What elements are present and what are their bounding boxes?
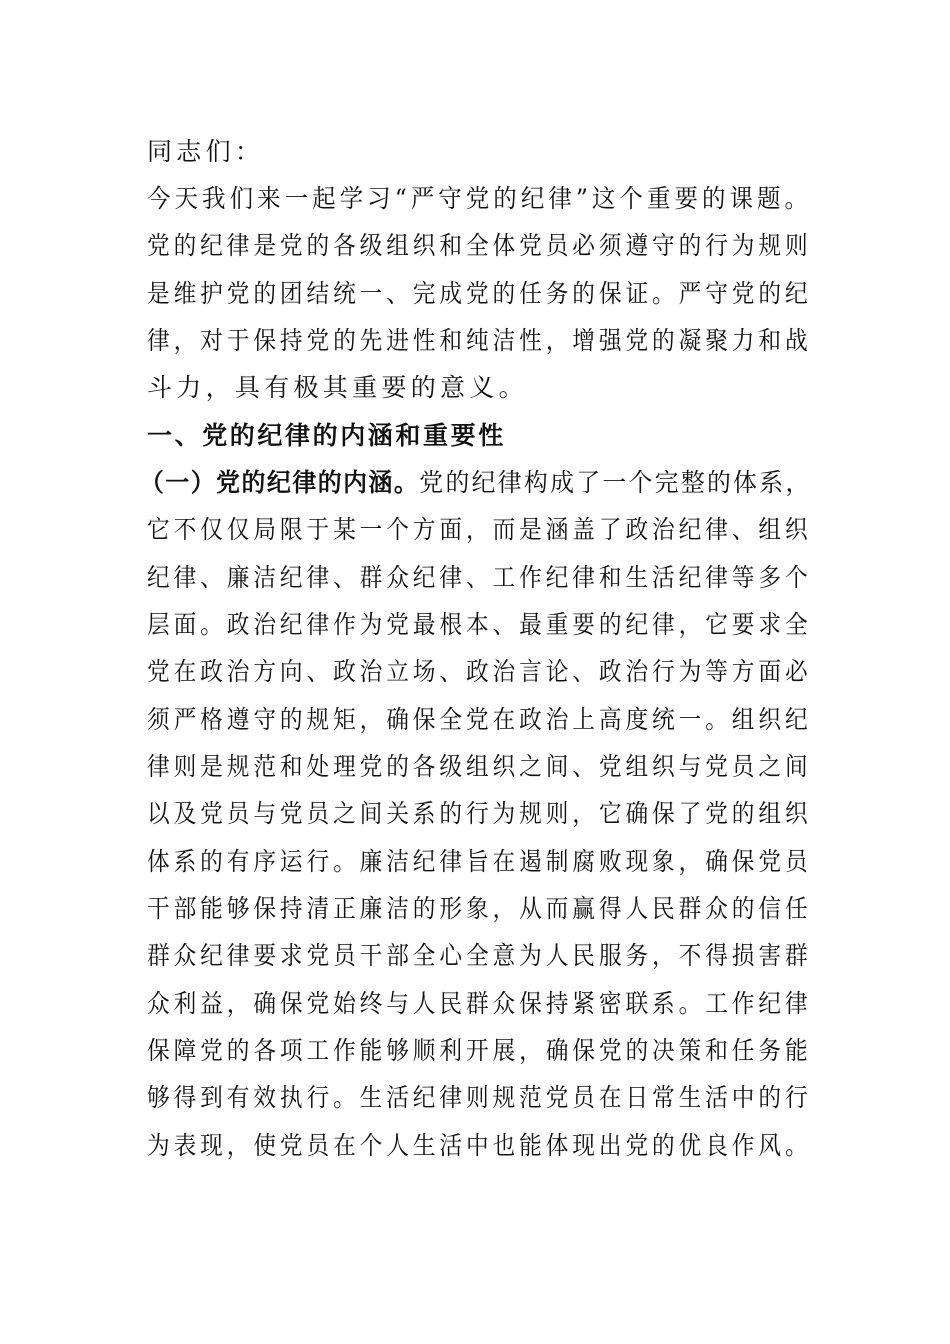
body-line: 群众纪律要求党员干部全心全意为人民服务，不得损害群 [147, 941, 812, 970]
intro-line: 今天我们来一起学习“严守党的纪律”这个重要的课题。 [147, 184, 813, 213]
body-line: 干部能够保持清正廉洁的形象，从而赢得人民群众的信任 [147, 894, 812, 923]
body-line: 须严格遵守的规矩，确保全党在政治上高度统一。组织纪 [147, 705, 812, 734]
subsection-title: （一）党的纪律的内涵。 [140, 468, 420, 497]
body-line: 它不仅仅局限于某一个方面，而是涵盖了政治纪律、组织 [147, 515, 812, 544]
body-line: 够得到有效执行。生活纪律则规范党员在日常生活中的行 [147, 1083, 812, 1112]
body-line: 众利益，确保党始终与人民群众保持紧密联系。工作纪律 [147, 989, 812, 1018]
section-heading: 一、党的纪律的内涵和重要性 [147, 421, 506, 450]
subsection-first-line [140, 465, 812, 501]
greeting: 同志们： [147, 137, 265, 166]
body-line: 党在政治方向、政治立场、政治言论、政治行为等方面必 [147, 657, 812, 686]
body-line: 保障党的各项工作能够顺利开展，确保党的决策和任务能 [147, 1036, 812, 1065]
intro-line: 党的纪律是党的各级组织和全体党员必须遵守的行为规则 [147, 231, 812, 260]
body-line: 律则是规范和处理党的各级组织之间、党组织与党员之间 [147, 752, 812, 781]
intro-line: 是维护党的团结统一、完成党的任务的保证。严守党的纪 [147, 279, 812, 308]
body-line: 纪律、廉洁纪律、群众纪律、工作纪律和生活纪律等多个 [147, 563, 812, 592]
intro-line: 斗力，具有极其重要的意义。 [147, 373, 528, 402]
body-line: 以及党员与党员之间关系的行为规则，它确保了党的组织 [147, 799, 812, 828]
body-line: 层面。政治纪律作为党最根本、最重要的纪律，它要求全 [147, 610, 812, 639]
body-line: 体系的有序运行。廉洁纪律旨在遏制腐败现象，确保党员 [147, 847, 812, 876]
subsection-text: 党的纪律构成了一个完整的体系， [419, 468, 812, 497]
body-line: 为表现，使党员在个人生活中也能体现出党的优良作风。 [147, 1131, 812, 1160]
intro-line: 律，对于保持党的先进性和纯洁性，增强党的凝聚力和战 [147, 326, 812, 355]
